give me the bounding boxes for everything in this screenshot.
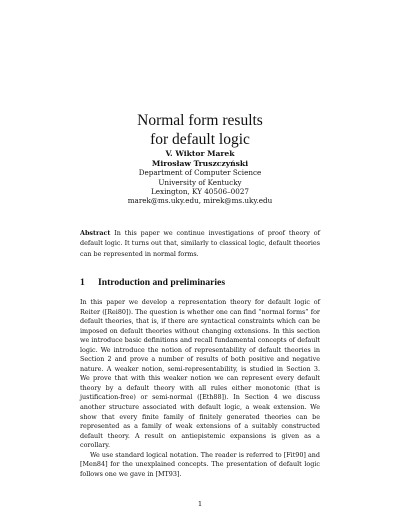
title-line-2: for default logic <box>150 131 250 148</box>
section-body <box>80 298 320 479</box>
page-number: 1 <box>197 500 203 508</box>
author-emails: marek@ms.uky.edu, mirek@ms.uky.edu <box>127 196 273 206</box>
author-name-2: Mirosław Truszczyński <box>151 158 249 168</box>
abstract <box>80 228 320 259</box>
body-paragraph-1: In this paper we develop a representation theory for default logic of Reiter ([Rei80]). The question is whether one can find “normal forms” for default theories, that is, if there are syntactical constraints which can be imposed on default theories without changing extensions. In this section we introduce basic definitions and recall fundamental concepts of default logic. We introduce the notion of representability of default theories in Section 2 and prove a number of results of both positive and negative nature. A weaker notion, semi-representability, is studied in Section 3. We prove that with this weaker notion we can represent every default theory by a default theory with all rules either monotonic (that is justification-free) or semi-normal ([Eth88]). In Section 4 we discuss another structure associated with default logic, a weak extension. We show that every finite family of finitely generated theories can be represented as a family of weak extensions of a suitably constructed default theory. A result on antiepistemic expansions is given as a corollary. <box>80 298 320 450</box>
affiliation-address: Lexington, KY 40506–0027 <box>151 187 249 196</box>
body-paragraph-2: We use standard logical notation. The reader is referred to [Fit90] and [Men84] for the unexplained concepts. The presentation of default logic follows one we gave in [MT93]. <box>80 450 320 478</box>
affiliation-university: University of Kentucky <box>158 177 242 187</box>
paper-title <box>0 111 400 149</box>
title-line-1: Normal form results <box>137 112 263 129</box>
section-title: Introduction and preliminaries <box>98 277 226 288</box>
section-heading <box>80 277 340 288</box>
abstract-label: Abstract <box>80 229 111 237</box>
section-number: 1 <box>80 277 85 288</box>
author-name-1: V. Wiktor Marek <box>165 149 235 158</box>
author-block <box>0 149 400 206</box>
affiliation-department: Department of Computer Science <box>138 168 262 178</box>
abstract-text: In this paper we continue investigations of proof theory of default logic. It turns out that, similarly to classical logic, default theories can be represented in normal forms. <box>80 229 320 258</box>
